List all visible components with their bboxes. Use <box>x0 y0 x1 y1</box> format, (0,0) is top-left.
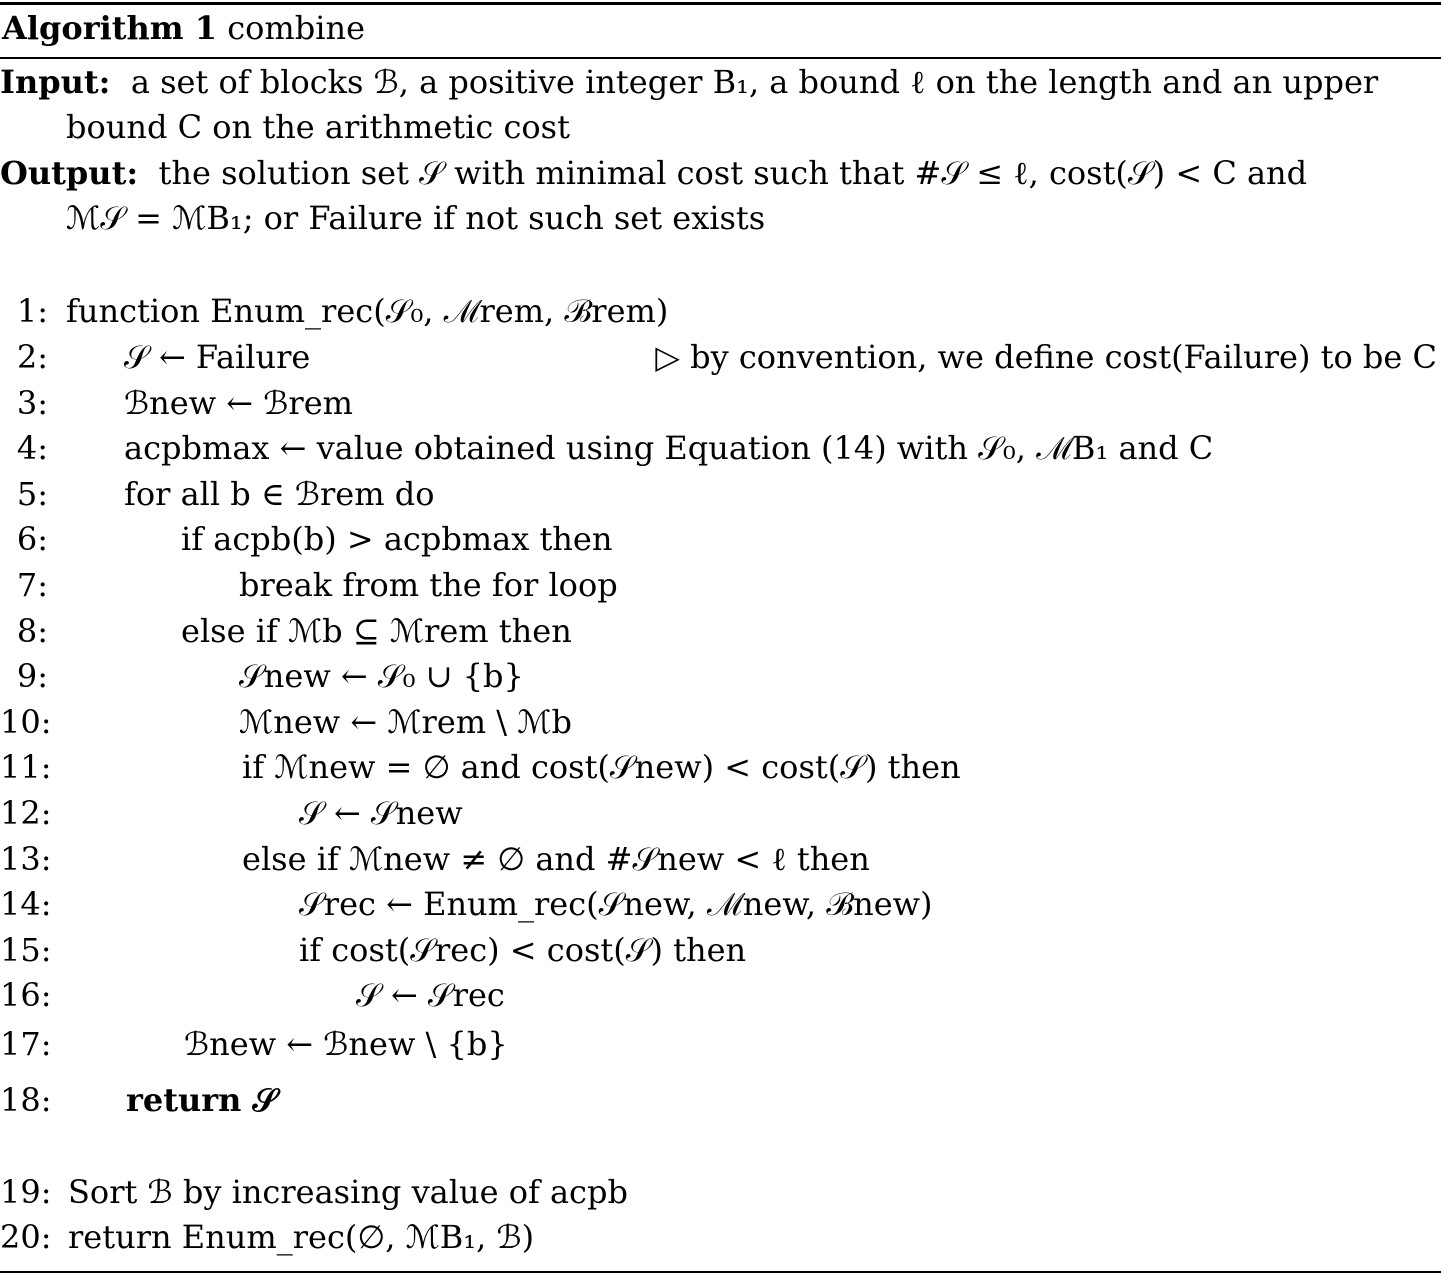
line-number: 9: <box>16 657 48 695</box>
line-text: Sort ℬ by increasing value of acpb <box>68 1173 628 1211</box>
line-number: 16: <box>0 976 52 1014</box>
input-line-2: bound C on the arithmetic cost <box>66 108 570 146</box>
line-text: return Enum_rec(∅, ℳB₁, ℬ) <box>68 1218 535 1256</box>
line-number: 12: <box>0 794 52 832</box>
line-number: 7: <box>16 566 48 604</box>
line-number: 19: <box>0 1173 52 1211</box>
line-number: 3: <box>16 384 48 422</box>
line-number: 18: <box>0 1081 52 1119</box>
line-number: 4: <box>16 429 48 467</box>
algorithm-label: Algorithm 1 <box>2 9 218 47</box>
line-comment: ▷ by convention, we define cost(Failure) to be C <box>655 338 1437 376</box>
bottom-rule <box>0 1271 1441 1273</box>
line-text: 𝒮 ← Failure <box>124 338 311 376</box>
line-text: 𝒮new ← 𝒮₀ ∪ {b} <box>239 657 524 695</box>
line-text: ℬnew ← ℬrem <box>124 384 353 422</box>
top-rule <box>0 2 1441 5</box>
line-text: if cost(𝒮rec) < cost(𝒮) then <box>299 931 747 969</box>
output-label: Output: <box>0 154 139 192</box>
line-text: ℬnew ← ℬnew \ {b} <box>184 1025 508 1063</box>
line-number: 6: <box>16 520 48 558</box>
line-number: 14: <box>0 885 52 923</box>
input-label: Input: <box>0 63 111 101</box>
input-block <box>0 60 1436 150</box>
line-text: 𝒮 ← 𝒮rec <box>356 976 505 1014</box>
line-number: 2: <box>16 338 48 376</box>
line-number: 20: <box>0 1218 52 1256</box>
line-number: 5: <box>16 475 48 513</box>
line-number: 15: <box>0 931 52 969</box>
line-text: for all b ∈ ℬrem do <box>124 475 435 513</box>
line-text: else if ℳb ⊆ ℳrem then <box>181 612 572 650</box>
header-rule <box>0 57 1441 59</box>
input-line-1: a set of blocks ℬ, a positive integer B₁, a bound ℓ on the length and an upper <box>130 63 1379 101</box>
line-number: 8: <box>16 612 48 650</box>
line-text: 𝒮rec ← Enum_rec(𝒮new, ℳnew, ℬnew) <box>299 885 933 923</box>
line-text: else if ℳnew ≠ ∅ and #𝒮new < ℓ then <box>242 840 870 878</box>
output-line-2: ℳ𝒮 = ℳB₁; or Failure if not such set exists <box>66 199 766 237</box>
line-text: function Enum_rec(𝒮₀, ℳrem, ℬrem) <box>66 292 669 330</box>
line-text: break from the for loop <box>239 566 618 604</box>
line-text: ℳnew ← ℳrem \ ℳb <box>239 703 572 741</box>
line-text: return 𝒮 <box>126 1081 278 1119</box>
line-number: 11: <box>0 748 52 786</box>
output-line-1: the solution set 𝒮 with minimal cost such that #𝒮 ≤ ℓ, cost(𝒮) < C and <box>158 154 1308 192</box>
algorithm-header <box>2 8 365 48</box>
line-text: 𝒮 ← 𝒮new <box>299 794 463 832</box>
line-text: if ℳnew = ∅ and cost(𝒮new) < cost(𝒮) then <box>242 748 961 786</box>
line-text: if acpb(b) > acpbmax then <box>181 520 613 558</box>
output-block <box>0 151 1436 241</box>
line-number: 10: <box>0 703 52 741</box>
algorithm-name: combine <box>227 9 365 47</box>
line-number: 13: <box>0 840 52 878</box>
line-text: acpbmax ← value obtained using Equation (14) with 𝒮₀, ℳB₁ and C <box>124 429 1214 467</box>
line-number: 17: <box>0 1025 52 1063</box>
line-number: 1: <box>16 292 48 330</box>
